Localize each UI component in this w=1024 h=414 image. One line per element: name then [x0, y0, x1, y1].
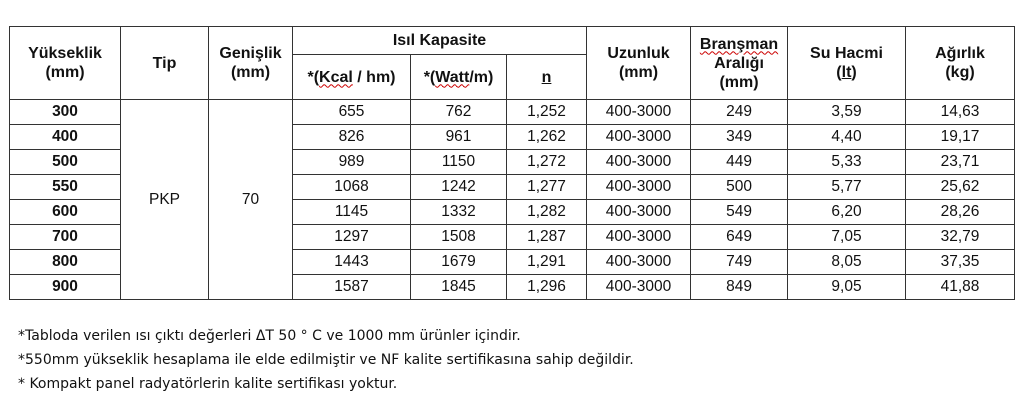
cell-n: 1,277: [507, 175, 587, 200]
cell-length: 400-3000: [587, 250, 691, 275]
cell-kcal: 1068: [293, 175, 411, 200]
cell-weight: 28,26: [906, 200, 1015, 225]
cell-width: 70: [209, 100, 293, 300]
cell-kcal: 655: [293, 100, 411, 125]
cell-height: 700: [10, 225, 121, 250]
radiator-spec-table: [9, 26, 1015, 300]
cell-length: 400-3000: [587, 150, 691, 175]
cell-branch-spacing: 249: [691, 100, 788, 125]
cell-height: 550: [10, 175, 121, 200]
cell-n: 1,296: [507, 275, 587, 300]
cell-branch-spacing: 749: [691, 250, 788, 275]
header-n: n: [507, 55, 587, 100]
header-branch-spacing: Branşman Aralığı (mm): [691, 27, 788, 100]
cell-n: 1,262: [507, 125, 587, 150]
cell-water-volume: 7,05: [788, 225, 906, 250]
cell-water-volume: 3,59: [788, 100, 906, 125]
header-length: Uzunluk (mm): [587, 27, 691, 100]
cell-water-volume: 9,05: [788, 275, 906, 300]
cell-n: 1,252: [507, 100, 587, 125]
cell-watt: 1508: [411, 225, 507, 250]
cell-watt: 1242: [411, 175, 507, 200]
cell-watt: 762: [411, 100, 507, 125]
header-row: [10, 27, 1015, 55]
cell-water-volume: 8,05: [788, 250, 906, 275]
cell-weight: 37,35: [906, 250, 1015, 275]
cell-height: 600: [10, 200, 121, 225]
header-width: Genişlik (mm): [209, 27, 293, 100]
cell-weight: 41,88: [906, 275, 1015, 300]
header-watt: *(Watt/m): [411, 55, 507, 100]
table-row: [10, 100, 1015, 125]
cell-watt: 1679: [411, 250, 507, 275]
header-kcal: *(Kcal / hm): [293, 55, 411, 100]
cell-branch-spacing: 349: [691, 125, 788, 150]
cell-height: 800: [10, 250, 121, 275]
cell-branch-spacing: 500: [691, 175, 788, 200]
cell-branch-spacing: 849: [691, 275, 788, 300]
cell-height: 400: [10, 125, 121, 150]
cell-water-volume: 6,20: [788, 200, 906, 225]
cell-kcal: 1297: [293, 225, 411, 250]
footnote: *550mm yükseklik hesaplama ile elde edilmiştir ve NF kalite sertifikasına sahip değildir.: [18, 352, 634, 368]
cell-n: 1,291: [507, 250, 587, 275]
cell-height: 300: [10, 100, 121, 125]
cell-water-volume: 4,40: [788, 125, 906, 150]
cell-branch-spacing: 449: [691, 150, 788, 175]
footnote: *Tabloda verilen ısı çıktı değerleri ΔT 50 ° C ve 1000 mm ürünler içindir.: [18, 328, 521, 344]
cell-length: 400-3000: [587, 175, 691, 200]
cell-watt: 1845: [411, 275, 507, 300]
cell-length: 400-3000: [587, 275, 691, 300]
cell-length: 400-3000: [587, 125, 691, 150]
cell-n: 1,282: [507, 200, 587, 225]
footnotes: [18, 324, 634, 396]
cell-branch-spacing: 549: [691, 200, 788, 225]
cell-length: 400-3000: [587, 100, 691, 125]
cell-weight: 25,62: [906, 175, 1015, 200]
cell-n: 1,287: [507, 225, 587, 250]
cell-height: 900: [10, 275, 121, 300]
cell-watt: 1332: [411, 200, 507, 225]
cell-watt: 1150: [411, 150, 507, 175]
footnote: * Kompakt panel radyatörlerin kalite sertifikası yoktur.: [18, 376, 398, 392]
cell-branch-spacing: 649: [691, 225, 788, 250]
cell-watt: 961: [411, 125, 507, 150]
cell-n: 1,272: [507, 150, 587, 175]
header-height: Yükseklik (mm): [10, 27, 121, 100]
cell-kcal: 826: [293, 125, 411, 150]
cell-length: 400-3000: [587, 225, 691, 250]
cell-weight: 32,79: [906, 225, 1015, 250]
header-water-volume: Su Hacmi (lt): [788, 27, 906, 100]
header-thermal-capacity: Isıl Kapasite: [293, 27, 587, 55]
cell-type: PKP: [121, 100, 209, 300]
cell-water-volume: 5,33: [788, 150, 906, 175]
cell-height: 500: [10, 150, 121, 175]
cell-kcal: 1587: [293, 275, 411, 300]
cell-kcal: 1443: [293, 250, 411, 275]
header-weight: Ağırlık (kg): [906, 27, 1015, 100]
cell-length: 400-3000: [587, 200, 691, 225]
cell-water-volume: 5,77: [788, 175, 906, 200]
cell-weight: 23,71: [906, 150, 1015, 175]
cell-weight: 19,17: [906, 125, 1015, 150]
cell-weight: 14,63: [906, 100, 1015, 125]
cell-kcal: 1145: [293, 200, 411, 225]
cell-kcal: 989: [293, 150, 411, 175]
header-type: Tip: [121, 27, 209, 100]
